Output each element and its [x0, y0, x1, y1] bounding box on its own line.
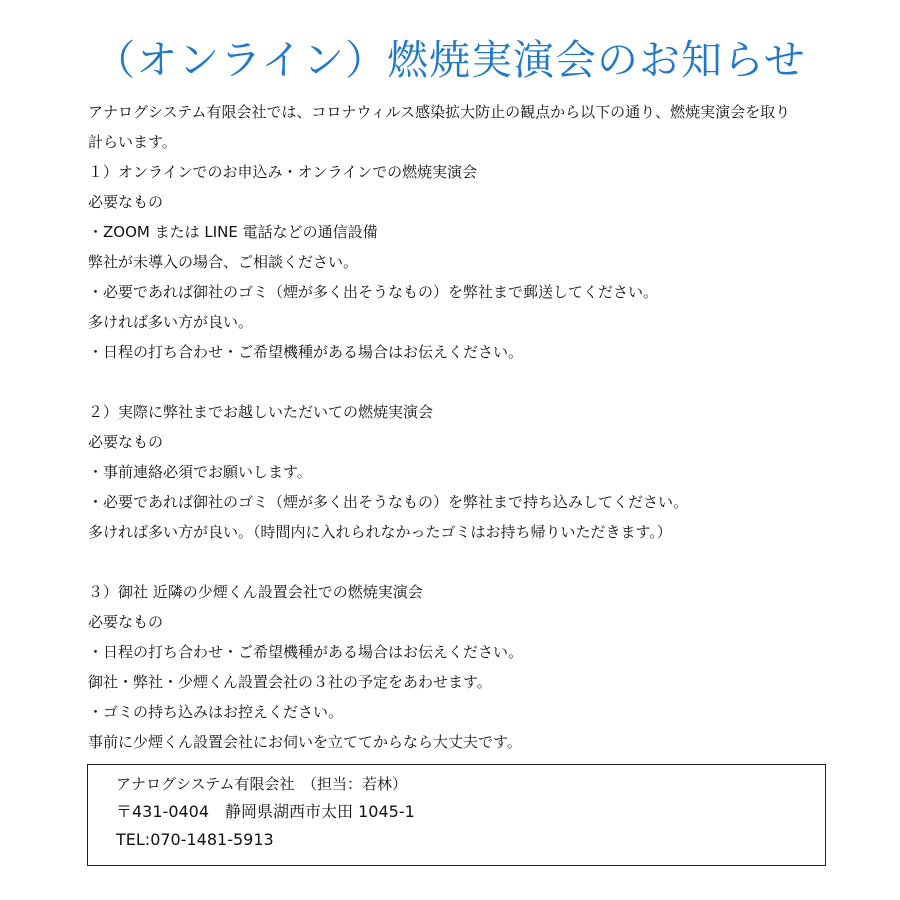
intro-line-1: アナログシステム有限会社では、コロナウィルス感染拡大防止の観点から以下の通り、燃焼実演会を取り [88, 103, 791, 121]
section-2-item: ・事前連絡必須でお願いします。 [88, 463, 312, 481]
section-1-item: 多ければ多い方が良い。 [88, 313, 254, 331]
section-3-heading: ３）御社 近隣の少煙くん設置会社での燃焼実演会 [88, 583, 423, 601]
spacer [88, 367, 848, 397]
section-3-item: 御社・弊社・少煙くん設置会社の３社の予定をあわせます。 [88, 673, 492, 691]
section-1-item: ・日程の打ち合わせ・ご希望機種がある場合はお伝えください。 [88, 343, 524, 361]
notice-body [88, 97, 848, 757]
section-3-needs-label: 必要なもの [88, 613, 164, 631]
section-2-item: 多ければ多い方が良い。（時間内に入れられなかったゴミはお持ち帰りいただきます。） [88, 523, 672, 541]
section-3-item: ・ゴミの持ち込みはお控えください。 [88, 703, 344, 721]
contact-tel: TEL:070-1481-5913 [116, 830, 274, 849]
section-1-item: 弊社が未導入の場合、ご相談ください。 [88, 253, 359, 271]
page-title: （オンライン）燃焼実演会のお知らせ [94, 36, 806, 84]
section-2-heading: ２）実際に弊社までお越しいただいての燃焼実演会 [88, 403, 434, 421]
section-1-heading: １）オンラインでのお申込み・オンラインでの燃焼実演会 [88, 163, 478, 181]
section-3-item: 事前に少煙くん設置会社にお伺いを立ててからなら大丈夫です。 [88, 733, 522, 751]
contact-company: アナログシステム有限会社 （担当：若林） [116, 775, 408, 793]
spacer [88, 547, 848, 577]
section-3-item: ・日程の打ち合わせ・ご希望機種がある場合はお伝えください。 [88, 643, 524, 661]
contact-box [87, 764, 826, 866]
intro-line-2: 計らいます。 [88, 133, 177, 151]
contact-address: 〒431-0404 静岡県湖西市太田 1045-1 [116, 802, 415, 821]
section-2-needs-label: 必要なもの [88, 433, 164, 451]
section-1-item: ・ZOOM または LINE 電話などの通信設備 [88, 223, 378, 241]
section-1-needs-label: 必要なもの [88, 193, 164, 211]
section-2-item: ・必要であれば御社のゴミ（煙が多く出そうなもの）を弊社まで持ち込みしてください。 [88, 493, 689, 511]
section-1-item: ・必要であれば御社のゴミ（煙が多く出そうなもの）を弊社まで郵送してください。 [88, 283, 659, 301]
